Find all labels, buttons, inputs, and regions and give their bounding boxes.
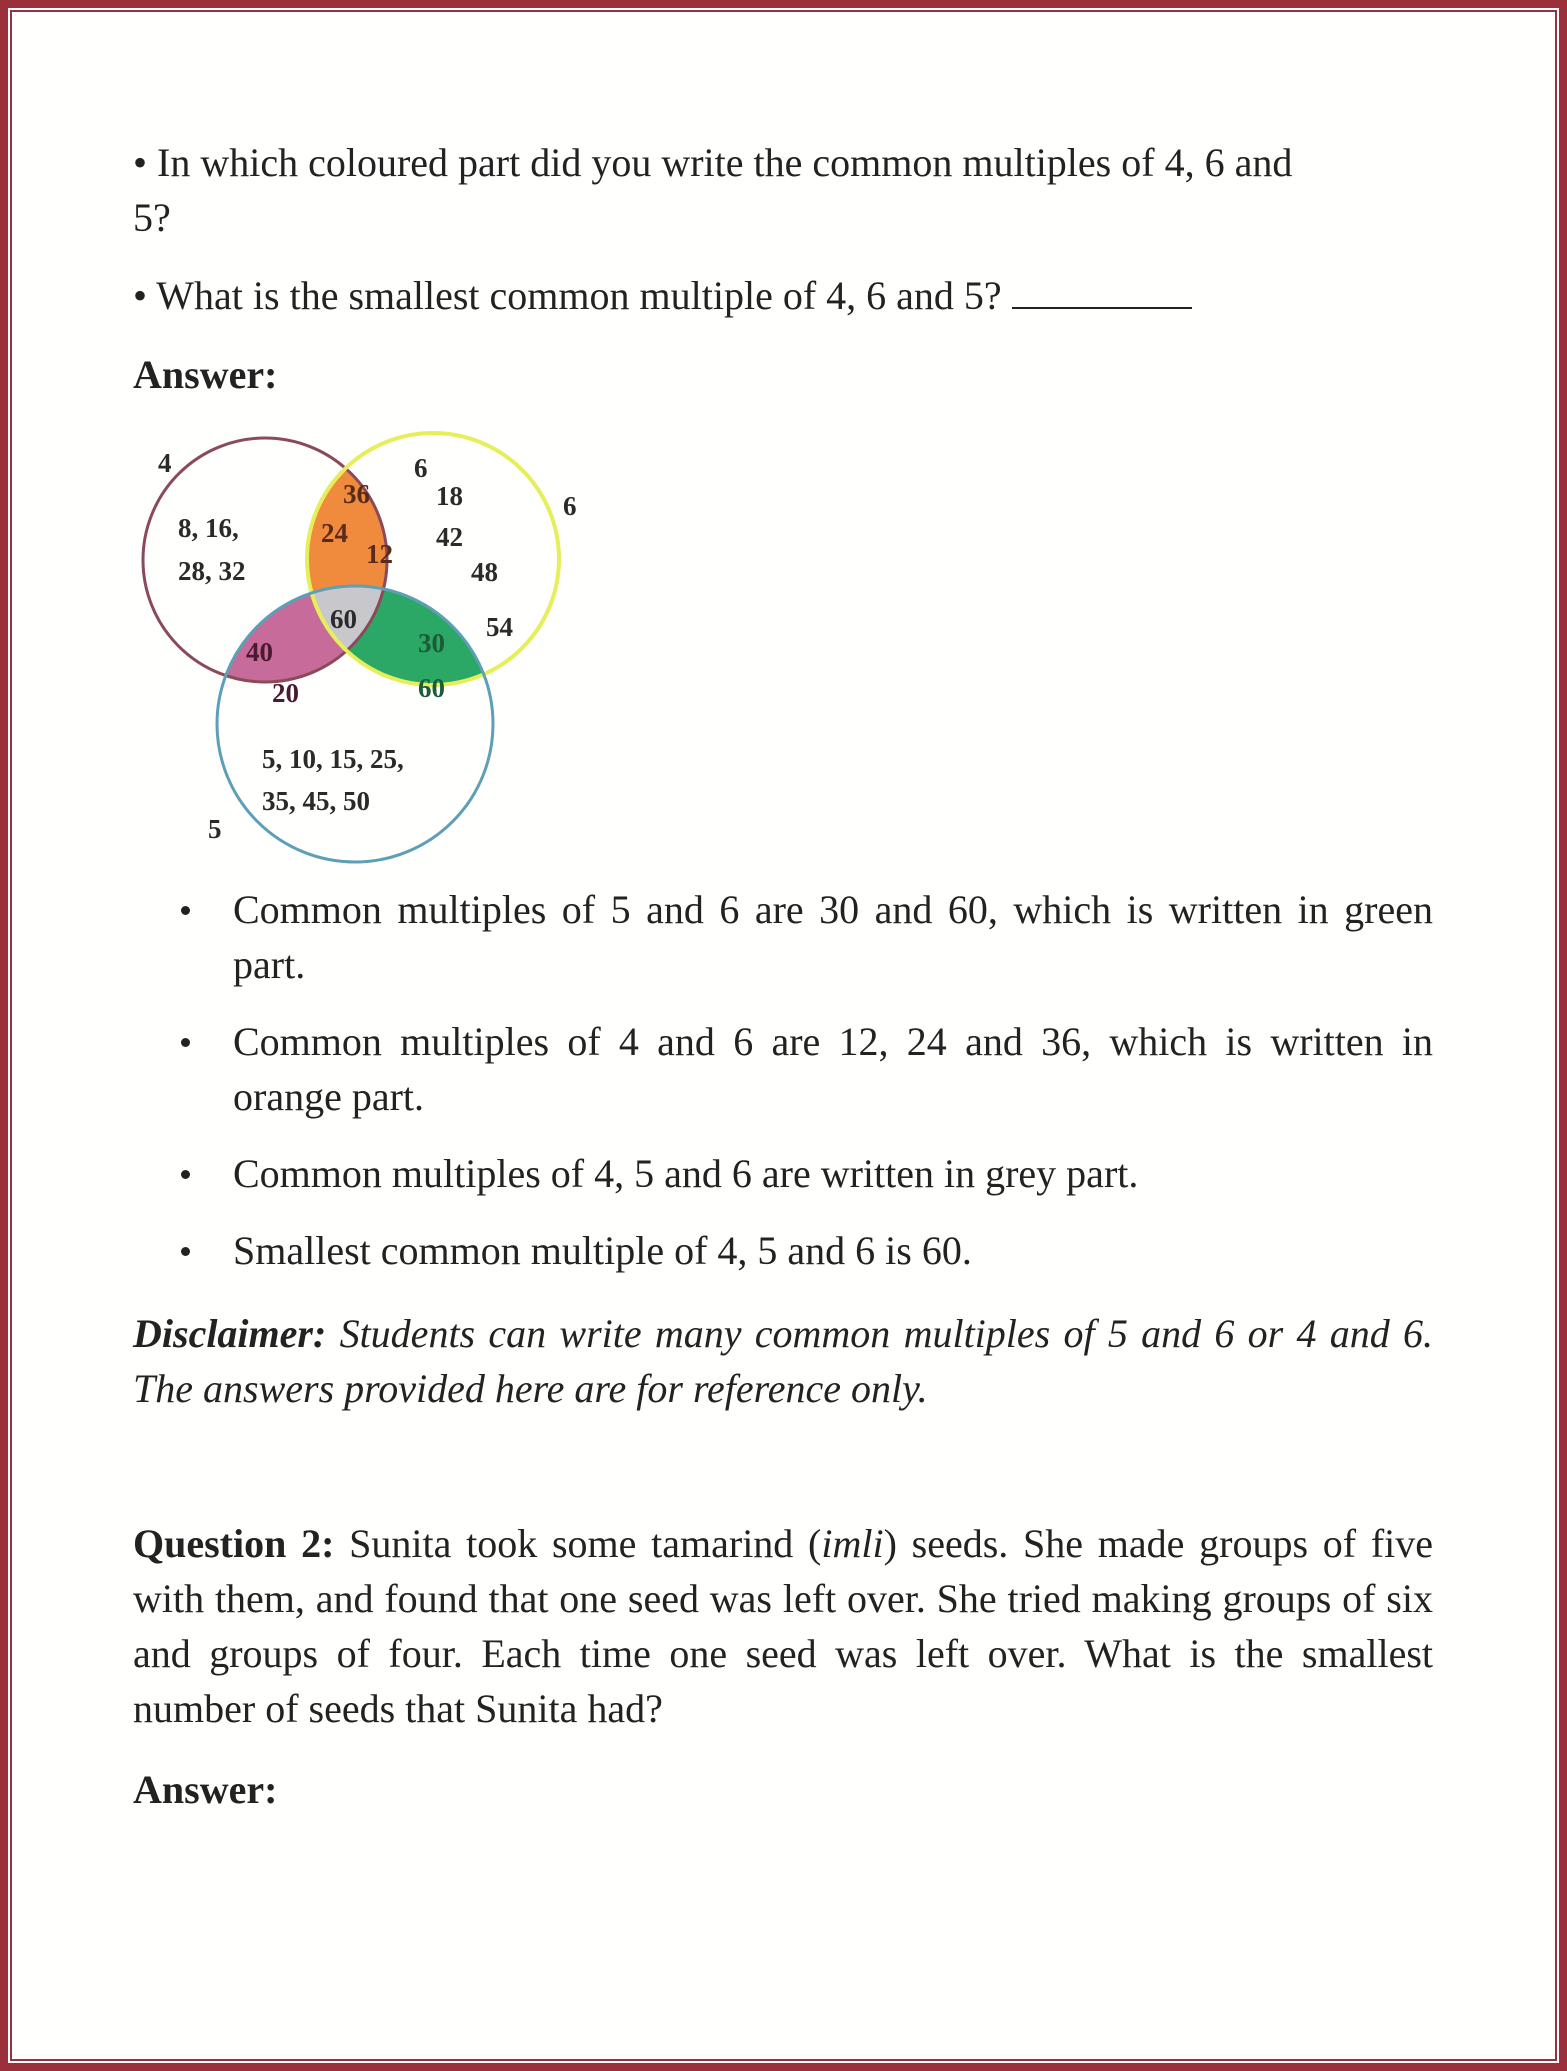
only-6-18: 18 [436, 481, 463, 511]
question-2-text-before: Sunita took some tamarind ( [334, 1521, 822, 1566]
answer-bullet-text: Common multiples of 4, 5 and 6 are written in grey part. [233, 1151, 1139, 1196]
question-bullet-coloured-part: • In which coloured part did you write the common multiples of 4, 6 and [133, 140, 1293, 185]
question-2-answer-heading: Answer: [133, 1767, 278, 1812]
four-five-20: 20 [272, 678, 299, 708]
bullet-dot-icon [181, 1247, 190, 1256]
six-five-60: 60 [418, 673, 445, 703]
answer-bullet-list [178, 882, 1433, 1300]
label-set-5: 5 [208, 814, 222, 844]
all-three-60: 60 [330, 604, 357, 634]
label-set-4: 4 [158, 448, 172, 478]
venn-diagram [0, 0, 620, 900]
four-five-40: 40 [246, 637, 273, 667]
label-set-6-outer: 6 [563, 491, 577, 521]
question-2 [133, 1516, 1433, 1736]
only-5-line-1: 5, 10, 15, 25, [262, 744, 404, 774]
answer-blank-line [1012, 277, 1192, 309]
disclaimer-label: Disclaimer: [133, 1311, 327, 1356]
question-bullet-coloured-part-continued: 5? [133, 195, 171, 240]
four-six-36: 36 [343, 479, 370, 509]
bullet-dot-icon [181, 906, 190, 915]
only-5-line-2: 35, 45, 50 [262, 786, 370, 816]
question-2-text-after: ) seeds. She made groups of five with them, and found that one seed was left over. She tried making groups of six and groups of four. Each time one seed was left over. What is the smallest number of seeds that Sunita had? [133, 1521, 1433, 1731]
answer-bullet-text: Common multiples of 5 and 6 are 30 and 60, which is written in green part. [233, 887, 1433, 987]
disclaimer [133, 1306, 1433, 1416]
label-set-6-inner: 6 [414, 453, 428, 483]
answer-bullet-text: Smallest common multiple of 4, 5 and 6 is 60. [233, 1228, 972, 1273]
answer-bullet-green [178, 882, 1433, 992]
question-2-label: Question 2: [133, 1521, 335, 1566]
only-6-42: 42 [436, 522, 463, 552]
answer-bullet-text: Common multiples of 4 and 6 are 12, 24 and 36, which is written in orange part. [233, 1019, 1433, 1119]
bullet-dot-icon [181, 1170, 190, 1179]
answer-heading: Answer: [133, 352, 278, 397]
answer-bullet-smallest [178, 1223, 1433, 1278]
answer-bullet-orange [178, 1014, 1433, 1124]
six-five-30: 30 [418, 628, 445, 658]
only-6-54: 54 [486, 612, 513, 642]
only-4-line-2: 28, 32 [178, 556, 246, 586]
four-six-12: 12 [366, 539, 393, 569]
question-2-italic-word: imli [821, 1521, 884, 1566]
only-4-line-1: 8, 16, [178, 513, 239, 543]
only-6-48: 48 [471, 557, 498, 587]
answer-bullet-grey [178, 1146, 1433, 1201]
bullet-dot-icon [181, 1038, 190, 1047]
disclaimer-text: Students can write many common multiples of 5 and 6 or 4 and 6. The answers provided here are for reference only. [133, 1311, 1433, 1411]
four-six-24: 24 [321, 518, 348, 548]
question-bullet-smallest-multiple-text: • What is the smallest common multiple of 4, 6 and 5? [133, 273, 1002, 318]
